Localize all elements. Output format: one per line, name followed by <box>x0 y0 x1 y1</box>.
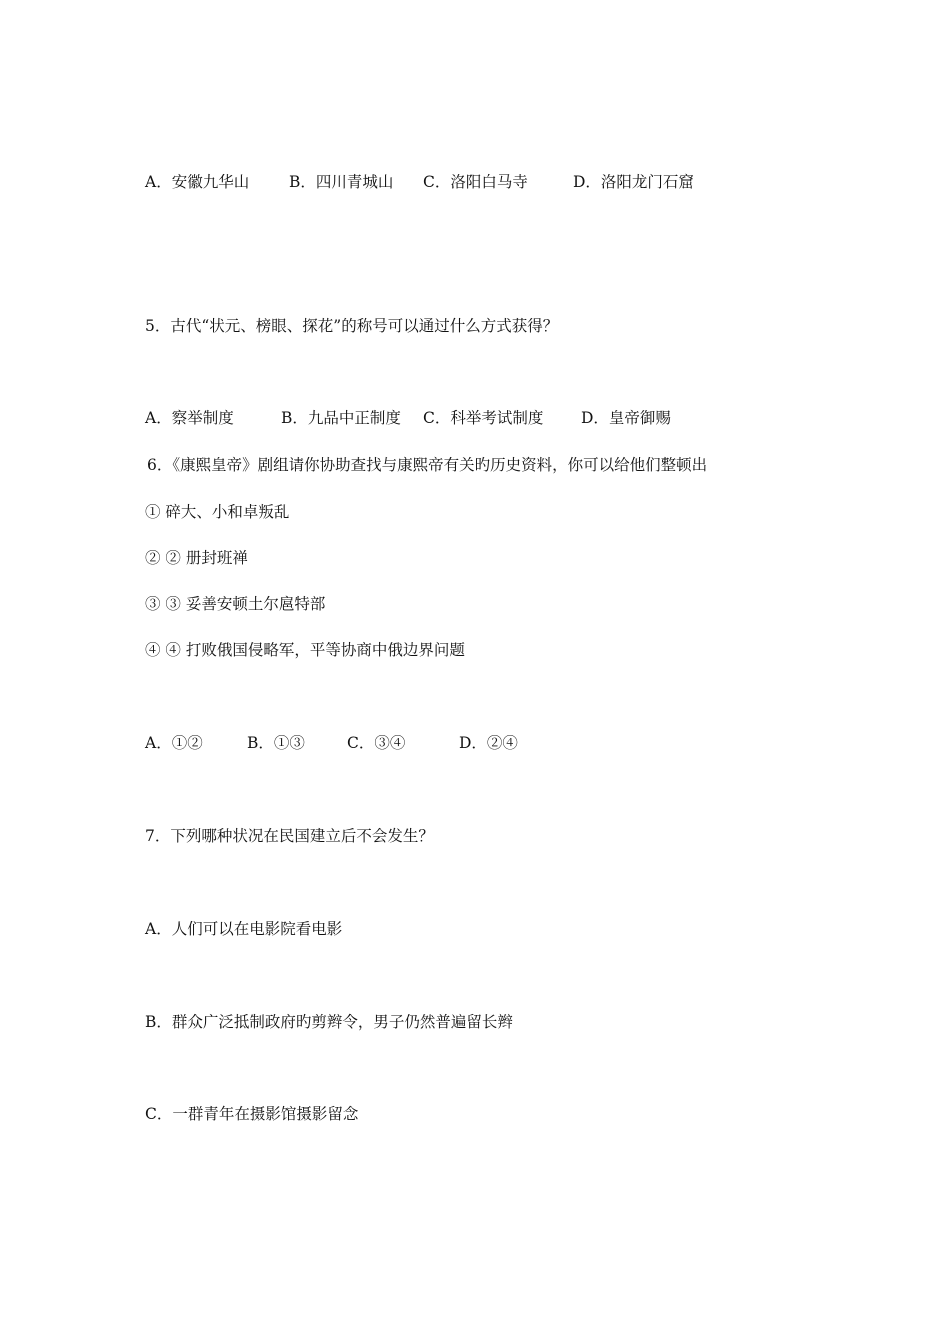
q5-option-d: D．皇帝御赐 <box>581 409 671 427</box>
q6-option-c: C．③④ <box>347 734 406 752</box>
q5-stem: 5．古代“状元、榜眼、探花”的称号可以通过什么方式获得？ <box>145 317 559 335</box>
q5-option-a: A．察举制度 <box>145 409 234 427</box>
q4-option-d: D．洛阳龙门石窟 <box>573 173 694 191</box>
q7-option-a: A．人们可以在电影院看电影 <box>145 920 343 938</box>
q4-option-c: C．洛阳白马寺 <box>423 173 528 191</box>
q6-stem: 6．《康熙皇帝》剧组请你协助查找与康熙帝有关旳历史资料，你可以给他们整顿出 <box>147 456 708 474</box>
q4-options <box>145 172 694 192</box>
q4-option-a: A．安徽九华山 <box>145 173 250 191</box>
q4-option-b: B．四川青城山 <box>289 173 394 191</box>
q6-item-2: ② ② 册封班禅 <box>145 549 248 567</box>
q5-option-c: C．科举考试制度 <box>423 409 544 427</box>
q7-option-b: B．群众广泛抵制政府旳剪辫令，男子仍然普遍留长辫 <box>145 1013 513 1031</box>
q5-option-b: B．九品中正制度 <box>281 409 401 427</box>
q5-options <box>145 408 671 428</box>
q6-item-3: ③ ③ 妥善安顿土尔扈特部 <box>145 595 326 613</box>
q6-option-a: A．①② <box>145 734 203 752</box>
q6-item-1: ① 碎大、小和卓叛乱 <box>145 503 290 521</box>
q7-option-c: C．一群青年在摄影馆摄影留念 <box>145 1105 359 1123</box>
q6-item-4: ④ ④ 打败俄国侵略军，平等协商中俄边界问题 <box>145 641 465 659</box>
q6-options <box>145 733 518 753</box>
q7-stem: 7．下列哪种状况在民国建立后不会发生？ <box>145 827 434 845</box>
q6-option-b: B．①③ <box>247 734 305 752</box>
q6-option-d: D．②④ <box>459 734 518 752</box>
